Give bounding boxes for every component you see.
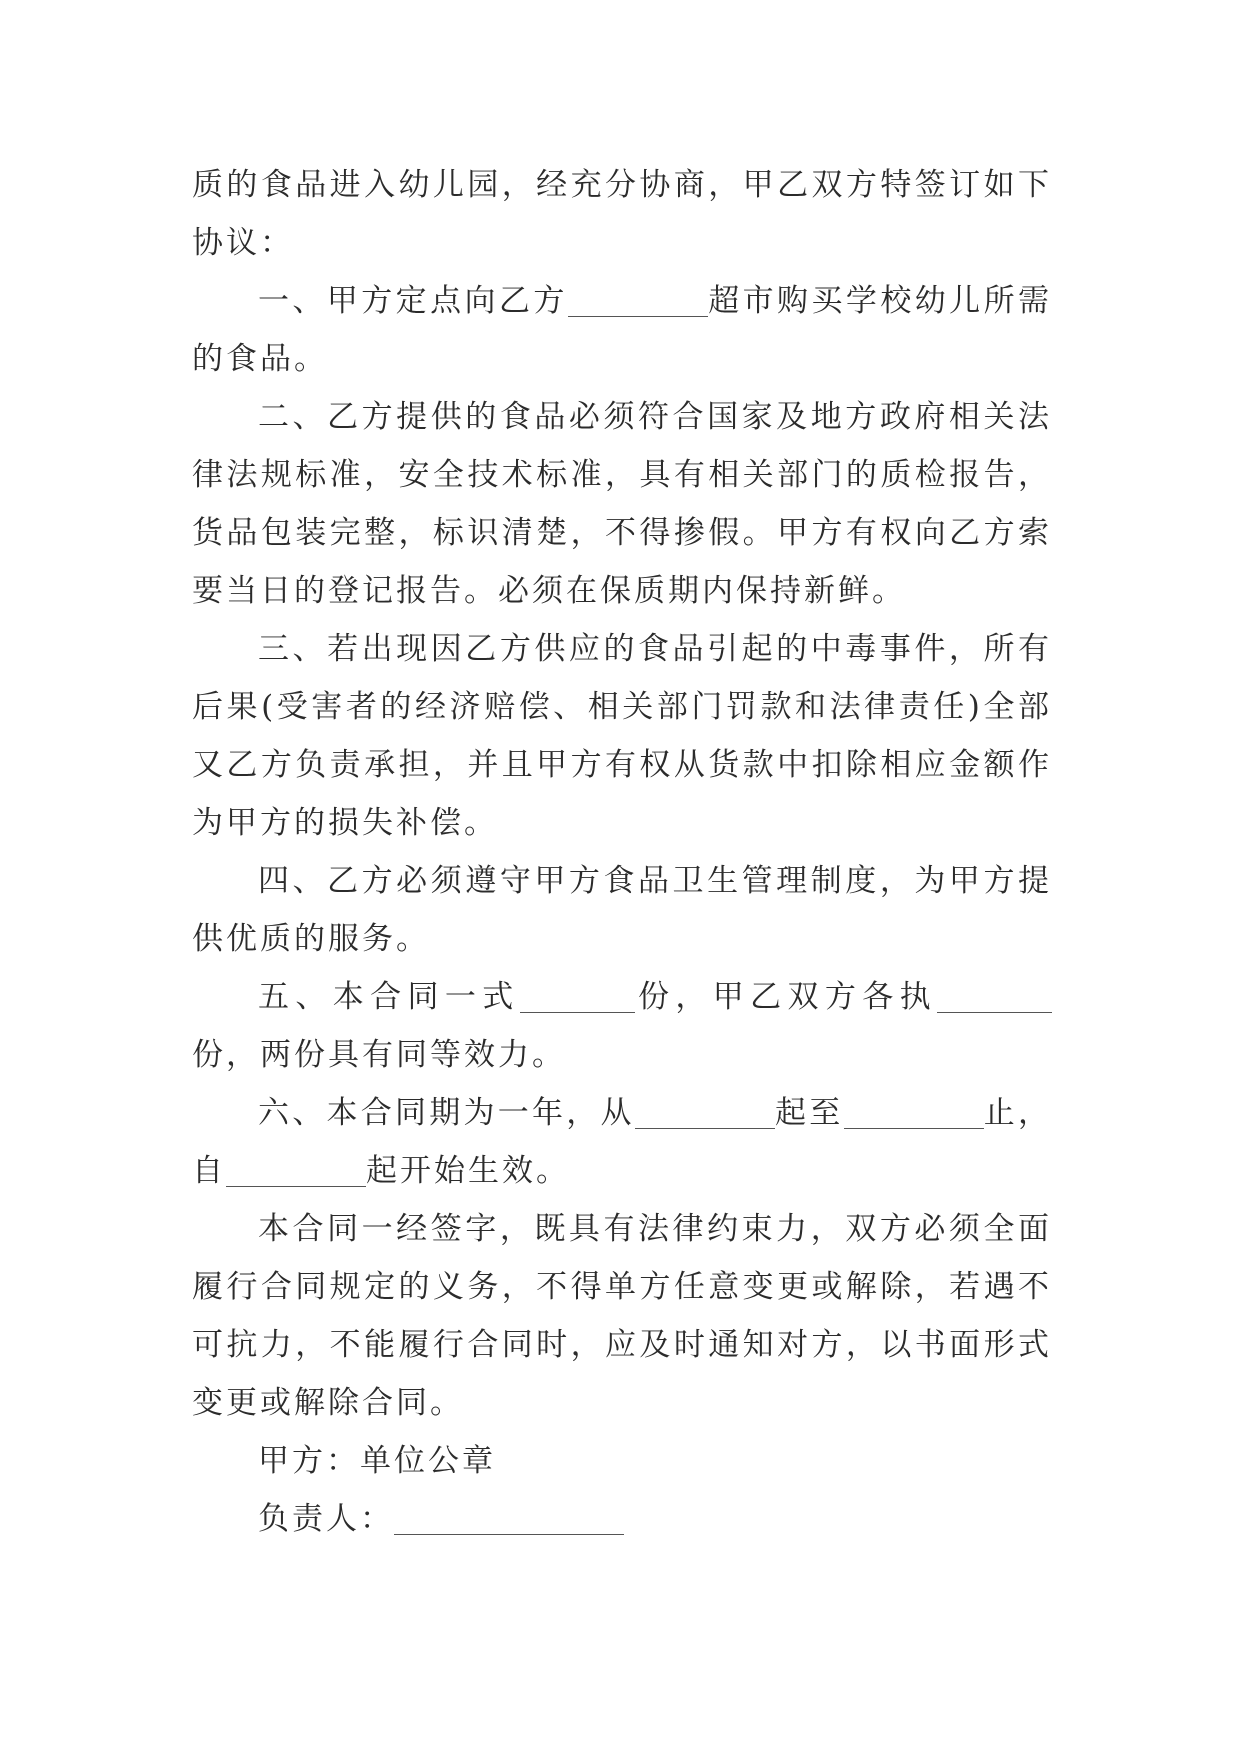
start-date-blank <box>635 1094 775 1129</box>
clause-1-text-b: 超市购买学校幼儿所需的食品。 <box>192 283 1053 377</box>
end-date-blank <box>844 1094 984 1129</box>
copies-each-blank <box>937 978 1052 1013</box>
clause-6-text-d: 起开始生效。 <box>366 1153 570 1189</box>
copies-total-blank <box>520 978 635 1013</box>
clause-5-text-a: 五、本合同一式 <box>258 979 520 1015</box>
binding-clause: 本合同一经签字，既具有法律约束力，双方必须全面履行合同规定的义务，不得单方任意变更或解除，若遇不可抗力，不能履行合同时，应及时通知对方，以书面形式变更或解除合同。 <box>192 1211 1052 1421</box>
responsible-person-label: 负责人： <box>258 1501 394 1537</box>
party-a-line: 甲方：单位公章 <box>258 1443 496 1479</box>
clause-5 <box>192 968 1052 1084</box>
supermarket-name-blank <box>568 282 708 317</box>
clause-3: 三、若出现因乙方供应的食品引起的中毒事件，所有后果(受害者的经济赔偿、相关部门罚款和法律责任)全部又乙方负责承担，并且甲方有权从货款中扣除相应金额作为甲方的损失补偿。 <box>192 631 1052 841</box>
responsible-person-line <box>192 1490 1052 1548</box>
clause-6 <box>192 1084 1052 1200</box>
clause-1 <box>192 272 1052 388</box>
clause-5-text-c: 份，两份具有同等效力。 <box>192 1037 566 1073</box>
clause-6-text-b: 起至 <box>774 1095 844 1131</box>
paragraph-intro: 质的食品进入幼儿园，经充分协商，甲乙双方特签订如下协议： <box>192 167 1052 261</box>
clause-5-text-b: 份，甲乙双方各执 <box>634 979 937 1015</box>
clause-6-text-c: 止，自 <box>192 1095 1052 1189</box>
contract-body <box>192 156 1052 1548</box>
clause-2: 二、乙方提供的食品必须符合国家及地方政府相关法律法规标准，安全技术标准，具有相关部门的质检报告，货品包装完整，标识清楚，不得掺假。甲方有权向乙方索要当日的登记报告。必须在保质期内保持新鲜。 <box>192 399 1052 609</box>
clause-1-text-a: 一、甲方定点向乙方 <box>258 283 568 319</box>
clause-4: 四、乙方必须遵守甲方食品卫生管理制度，为甲方提供优质的服务。 <box>192 863 1052 957</box>
effective-date-blank <box>226 1152 366 1187</box>
clause-6-text-a: 六、本合同期为一年，从 <box>258 1095 635 1131</box>
responsible-person-blank <box>394 1500 624 1535</box>
